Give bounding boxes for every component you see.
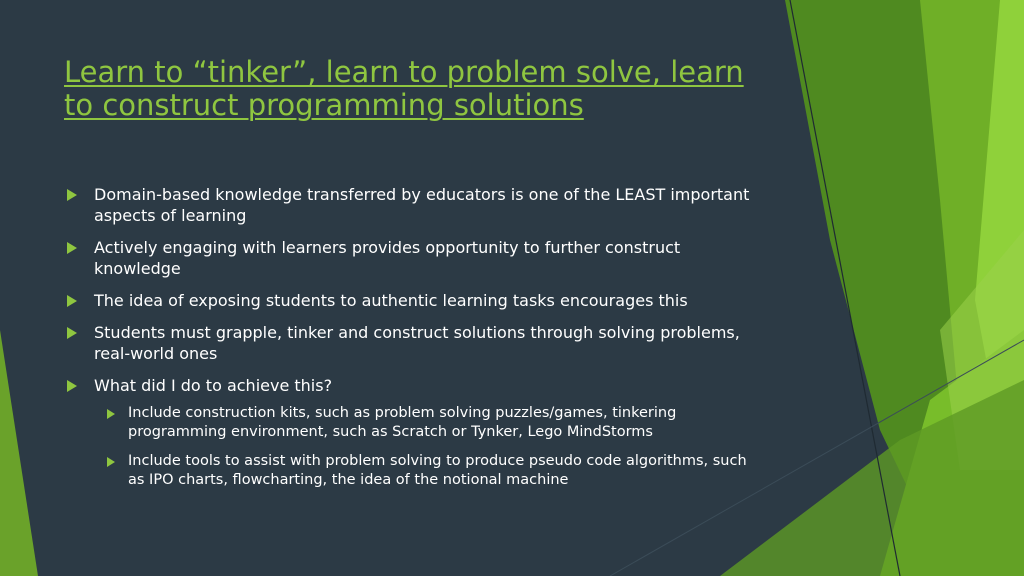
bullet-item xyxy=(64,322,764,364)
triangle-bullet-icon xyxy=(107,457,115,467)
bullet-text: Domain-based knowledge transferred by educators is one of the LEAST important aspects of learning xyxy=(94,185,750,225)
sub-bullet-text: Include construction kits, such as problem solving puzzles/games, tinkering programming environment, such as Scratch or Tynker, Lego MindStorms xyxy=(128,405,677,440)
bullet-item xyxy=(64,290,764,311)
triangle-bullet-icon xyxy=(67,295,77,307)
bullet-text: What did I do to achieve this? xyxy=(94,376,333,395)
sub-bullet-list xyxy=(94,404,764,490)
triangle-bullet-icon xyxy=(67,380,77,392)
triangle-bullet-icon xyxy=(67,242,77,254)
triangle-bullet-icon xyxy=(107,409,115,419)
bullet-text: Students must grapple, tinker and construct solutions through solving problems, real-world ones xyxy=(94,323,740,363)
bullet-item xyxy=(64,375,764,490)
bullet-list xyxy=(64,184,764,501)
bullet-item xyxy=(64,237,764,279)
bullet-text: Actively engaging with learners provides opportunity to further construct knowledge xyxy=(94,238,681,278)
slide-title: Learn to “tinker”, learn to problem solve, learn to construct programming solutions xyxy=(64,55,744,122)
sub-bullet-item xyxy=(94,452,764,490)
bottom-right-green-shape xyxy=(720,380,1024,576)
left-green-shape xyxy=(0,330,38,576)
sub-bullet-item xyxy=(94,404,764,442)
triangle-bullet-icon xyxy=(67,189,77,201)
triangle-bullet-icon xyxy=(67,327,77,339)
sub-bullet-text: Include tools to assist with problem solving to produce pseudo code algorithms, such as IPO charts, flowcharting, the idea of the notional machine xyxy=(128,453,747,488)
bullet-text: The idea of exposing students to authentic learning tasks encourages this xyxy=(94,291,688,310)
bullet-item xyxy=(64,184,764,226)
